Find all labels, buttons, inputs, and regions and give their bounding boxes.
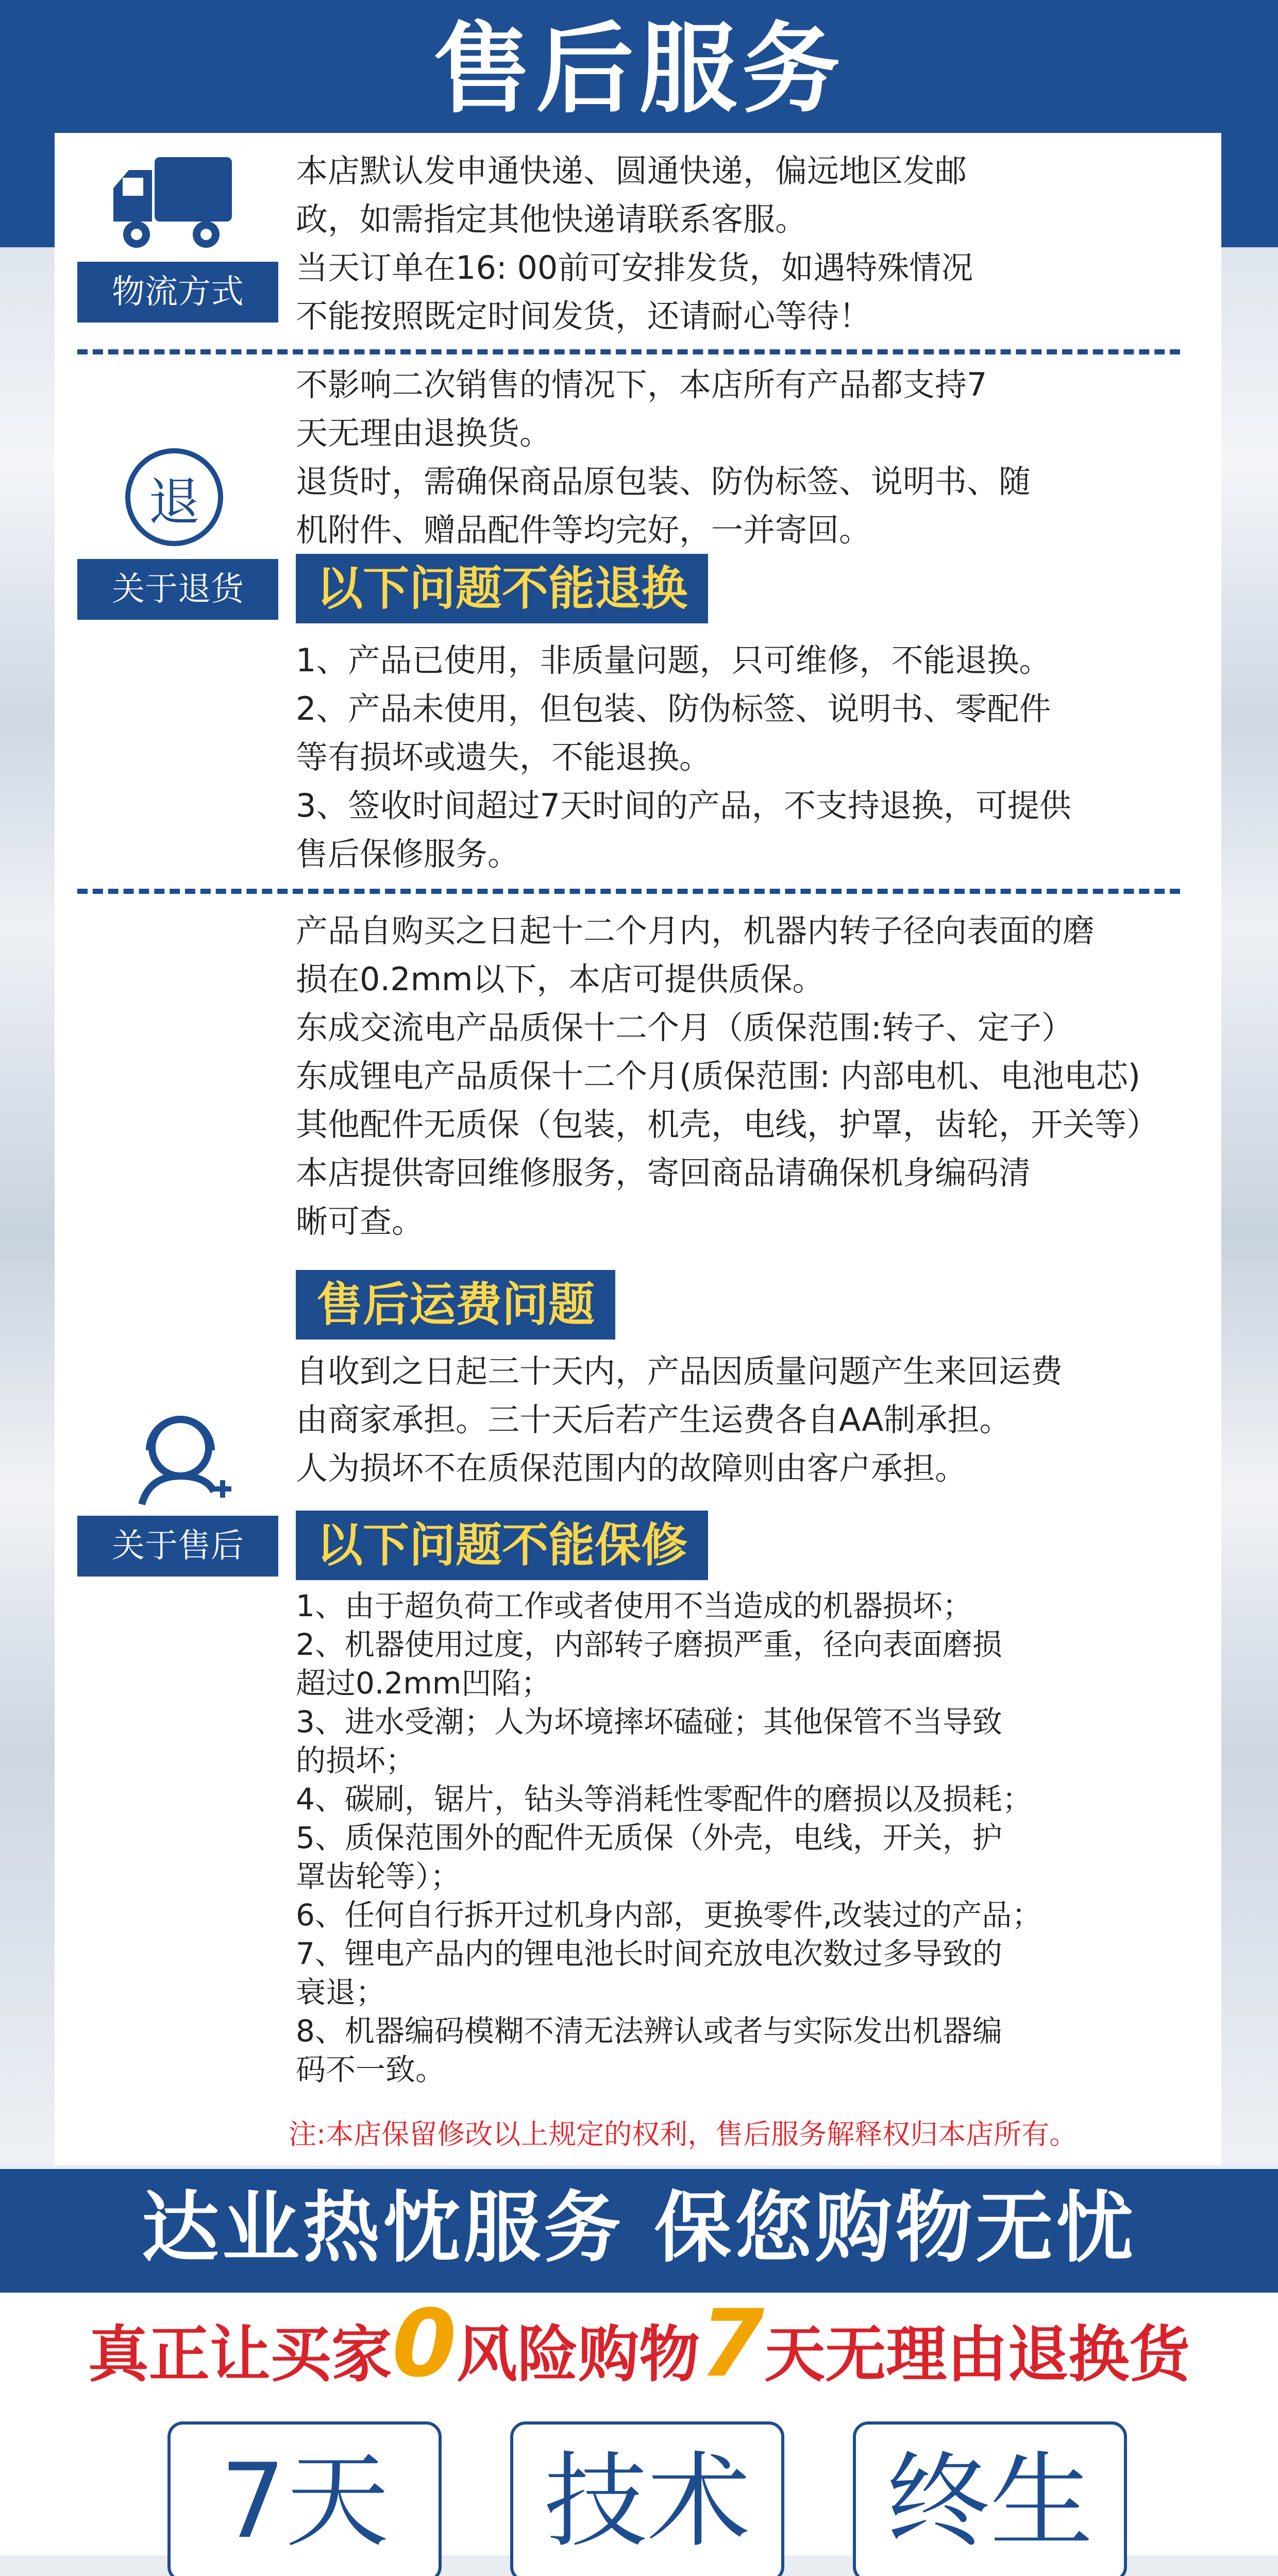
label-returns: 关于退货 [77,559,278,620]
return-icon [125,448,223,546]
feature-7-days: 7天 [167,2421,442,2576]
warranty-text: 产品自购买之日起十二个月内，机器内转子径向表面的磨 损在0.2mm以下，本店可提供质保。 东成交流电产品质保十二个月（质保范围:转子、定子） 东成锂电产品质保十二个月(质保范围: 内部电机、电池电芯) 其他配件无质保（包装，机壳，电线，护罩，齿轮，开关等） 本店提供寄回维修服务，寄回商品请确保机身编码清 晰可查。 [296,912,1159,1240]
shipping-fee-text: 自收到之日起三十天内，产品因质量问题产生来回运费 由商家承担。三十天后若产生运费各自AA制承担。 人为损坏不在质保范围内的故障则由客户承担。 [296,1352,1063,1487]
no-warranty-list: 1、由于超负荷工作或者使用不当造成的机器损坏； 2、机器使用过度，内部转子磨损严重，径向表面磨损 超过0.2mm凹陷； 3、进水受潮；人为坏境摔坏磕碰；其他保管不当导致 的损坏； 4、碳刷，锯片，钻头等消耗性零配件的磨损以及损耗； 5、质保范围外的配件无质保（外壳，电线，开关，护 罩齿轮等）； 6、任何自行拆开过机身内部，更换零件,改装过的产品； 7、锂电产品内的锂电池长时间充放电次数过多导致的 衰退； 8、机器编码模糊不清无法辨认或者与实际发出机器编 码不一致。 [296,1588,1042,2087]
return-icon-char: 退 [148,472,200,532]
disclaimer-note: 注:本店保留修改以上规定的权利，售后服务解释权归本店所有。 [289,2118,1078,2150]
promise-part2: 风险购物 [456,2319,700,2390]
truck-icon [108,152,237,260]
promise-seven: 7 [700,2290,765,2398]
promise-zero: 0 [392,2290,457,2398]
returns-text: 不影响二次销售的情况下，本店所有产品都支持7 天无理由退换货。 退货时，需确保商品原包装、防伪标签、说明书、随 机附件、赠品配件等均完好，一并寄回。 [296,366,1031,549]
shipping-fee-heading: 售后运费问题 [296,1270,615,1340]
promise-line [0,2290,1278,2398]
no-return-heading: 以下问题不能退换 [296,554,708,623]
no-warranty-heading: 以下问题不能保修 [296,1511,708,1580]
shipping-text: 本店默认发申通快递、圆通快递，偏远地区发邮 政，如需指定其他快递请联系客服。 当天订单在16: 00前可安排发货，如遇特殊情况 不能按照既定时间发货，还请耐心等待！ [296,152,973,335]
label-shipping: 物流方式 [77,262,278,323]
customer-service-icon [129,1401,237,1510]
promise-part1: 真正让买家 [88,2319,392,2390]
feature-lifetime: 终生 [853,2421,1127,2576]
promise-part3: 天无理由退换货 [764,2319,1190,2390]
label-aftersales: 关于售后 [77,1516,278,1577]
no-return-list: 1、产品已使用，非质量问题，只可维修，不能退换。 2、产品未使用，但包装、防伪标签、说明书、零配件 等有损坏或遗失，不能退换。 3、签收时间超过7天时间的产品，不支持退换，可提供 售后保修服务。 [296,641,1071,873]
divider [77,889,1180,894]
divider [77,349,1180,354]
feature-tech: 技术 [510,2421,784,2576]
page-title: 售后服务 [432,12,845,126]
slogan: 达业热忱服务 保您购物无忧 [141,2183,1137,2273]
